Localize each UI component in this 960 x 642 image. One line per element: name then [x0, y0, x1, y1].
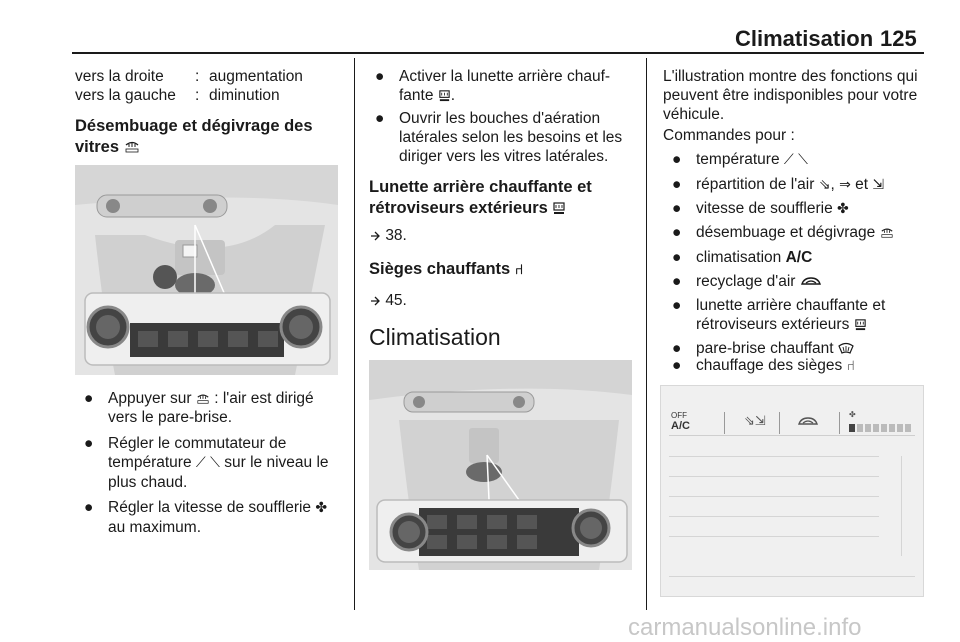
fan-icon: ✤ [849, 410, 856, 419]
bullet-text: Activer la lunette arrière chauf- [399, 68, 611, 85]
bullet-dot: ● [375, 68, 385, 85]
bullet-dot: ● [672, 151, 682, 168]
bullet-dot: ● [84, 435, 94, 452]
display-divider [839, 412, 840, 434]
fan-icon: ✤ [837, 201, 849, 217]
heated-windshield-icon [838, 342, 854, 355]
temperature-icon: ⟋ ⟍ [195, 455, 220, 471]
dashboard-illustration [75, 165, 338, 375]
paragraph-line: véhicule. [663, 106, 725, 123]
bullet-text: rétroviseurs extérieurs [696, 316, 850, 333]
bullet-dot: ● [672, 340, 682, 357]
front-defrost-icon [124, 139, 140, 154]
air-distribution-face-icon: ⇒ [839, 177, 851, 193]
rear-defrost-icon [854, 318, 867, 331]
reference-page[interactable]: 38. [385, 227, 407, 244]
display-scrollbar[interactable] [901, 456, 902, 556]
display-bottom-line [669, 576, 915, 577]
rear-defrost-icon [438, 89, 451, 102]
intro-paragraph [663, 67, 933, 124]
ac-label: A/C [671, 420, 690, 432]
display-line [669, 476, 879, 477]
bullet-text: vers le pare-brise. [108, 409, 233, 426]
display-top-bar [669, 412, 915, 436]
bullet-text: Appuyer sur [108, 390, 192, 407]
ac-label: A/C [785, 249, 813, 266]
heading-line: Sièges chauffants [369, 260, 511, 278]
bullet-text: vitesse de soufflerie [696, 200, 833, 217]
heading-line: Désembuage et dégivrage des [75, 117, 313, 135]
bullet-text: pare-brise chauffant [696, 340, 834, 357]
bullet-text: Ouvrir les bouches d'aération [399, 110, 601, 127]
definition-colon: : [195, 87, 200, 104]
watermark: carmanualsonline.info [628, 614, 862, 641]
air-distribution-feet-icon: ⇲ [872, 177, 885, 193]
reference-page[interactable]: 45. [385, 292, 407, 309]
bullet-dot: ● [672, 273, 682, 290]
bullet-text: recyclage d'air [696, 273, 796, 290]
column-divider-1 [354, 58, 355, 610]
bullet-text: Régler la vitesse de soufflerie [108, 499, 312, 516]
heading-line [75, 137, 313, 158]
main-heading: Climatisation [369, 324, 501, 350]
definition-colon: : [195, 68, 200, 85]
bullet-text: température [696, 151, 780, 168]
page-header-title: Climatisation [735, 26, 874, 51]
bullet-text: plus chaud. [108, 474, 188, 491]
separator: et [855, 176, 869, 193]
reference-arrow-icon [369, 230, 381, 242]
heated-seat-icon: ⑁ [514, 262, 524, 278]
definition-term: vers la gauche [75, 87, 176, 104]
definition-desc: diminution [209, 87, 280, 104]
commands-label: Commandes pour : [663, 127, 795, 144]
section-heading-defrost [75, 116, 313, 158]
display-line [669, 496, 879, 497]
heading-line: rétroviseurs extérieurs [369, 199, 548, 217]
bullet-dot: ● [672, 200, 682, 217]
fan-icon: ✤ [315, 500, 328, 516]
bullet-dot: ● [672, 224, 682, 241]
bullet-text: lunette arrière chauffante et [696, 297, 886, 314]
bullet-dot: ● [672, 249, 682, 266]
reference-arrow-icon [369, 295, 381, 307]
display-line [669, 536, 879, 537]
section-heading-seats [369, 259, 523, 281]
display-divider [779, 412, 780, 434]
climate-display-illustration [660, 385, 924, 597]
bullet-dot: ● [375, 110, 385, 127]
cross-reference [369, 291, 407, 310]
paragraph-line: peuvent être indisponibles pour votre [663, 87, 918, 104]
bullet-text: latérales selon les besoins et les [399, 129, 623, 146]
header-rule [72, 52, 924, 54]
section-heading-rear-window [369, 177, 592, 219]
front-defrost-icon [880, 226, 894, 239]
temperature-icon: ⟋ ⟍ [783, 152, 808, 168]
bullet-text: au maximum. [108, 519, 202, 536]
display-line [669, 516, 879, 517]
display-divider [724, 412, 725, 434]
bullet-text: température [108, 454, 192, 471]
off-label: OFF [671, 411, 687, 420]
air-distribution-icon[interactable]: ⇘⇲ [744, 414, 766, 429]
heading-line: Lunette arrière chauffante et [369, 178, 592, 196]
paragraph-line: L'illustration montre des fonctions qui [663, 68, 918, 85]
dashboard-photo-1 [75, 165, 338, 375]
bullet-text: désembuage et dégivrage [696, 224, 876, 241]
rear-defrost-icon [552, 201, 566, 215]
page-number: 125 [880, 26, 917, 51]
bullet-dot: ● [672, 176, 682, 193]
bullet-text: diriger vers les vitres latérales. [399, 148, 609, 165]
bullet-dot: ● [84, 499, 94, 516]
column-divider-2 [646, 58, 647, 610]
recirculation-icon [800, 276, 822, 288]
air-distribution-windshield-icon: ⇘ [818, 177, 831, 193]
bullet-text: répartition de l'air [696, 176, 815, 193]
bullet-text: fante [399, 87, 434, 104]
bullet-dot: ● [672, 357, 682, 374]
definition-desc: augmentation [209, 68, 303, 85]
bullet-text: sur le niveau le [224, 454, 329, 471]
cross-reference [369, 226, 407, 245]
bullet-text: chauffage des sièges [696, 357, 843, 374]
bullet-text: Régler le commutateur de [108, 435, 287, 452]
separator: , [830, 176, 835, 193]
ac-off-button[interactable] [671, 410, 690, 432]
climate-control-illustration [369, 360, 632, 570]
bullet-dot: ● [84, 390, 94, 407]
display-line [669, 456, 879, 457]
bullet-text: climatisation [696, 249, 782, 266]
fan-speed-bar[interactable] [849, 424, 911, 432]
dashboard-photo-2 [369, 360, 632, 570]
bullet-dot: ● [672, 297, 682, 314]
heated-seat-icon: ⑁ [846, 358, 855, 374]
bullet-text: : l'air est dirigé [214, 390, 314, 407]
front-defrost-icon [196, 392, 210, 405]
definition-term: vers la droite [75, 68, 164, 85]
heading-text: vitres [75, 138, 120, 156]
recirculation-icon[interactable] [797, 416, 819, 428]
